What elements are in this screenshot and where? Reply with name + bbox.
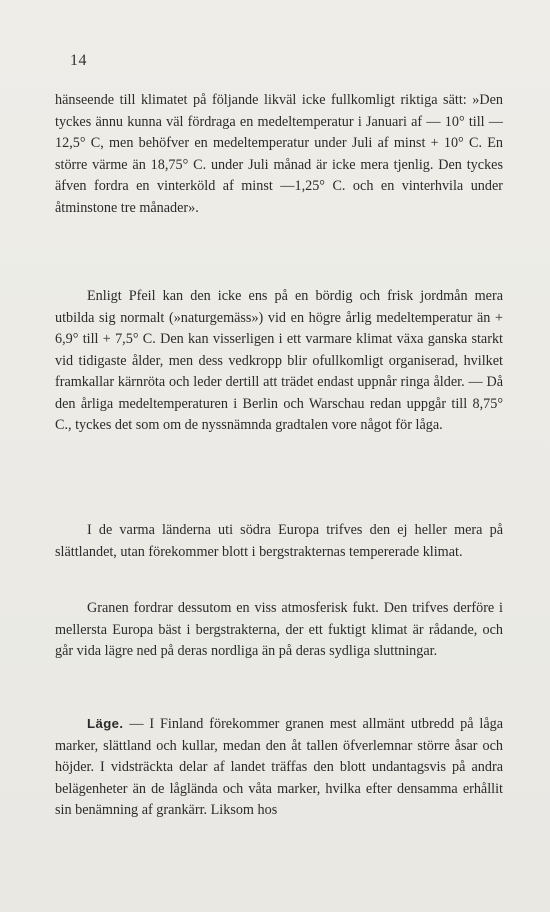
- paragraph-text: Granen fordrar dessutom en viss atmosferisk fukt. Den trifves derföre i mellersta Europa bäst i bergstrakterna, der ett fuktigt klimat är rådande, och går vida lägre ned på deras nordliga än på deras sydliga sluttningar.: [55, 600, 503, 660]
- paragraph-southern-europe: [55, 520, 503, 563]
- paragraph-pfeil: [55, 286, 503, 437]
- paragraph-climate-quote: [55, 90, 503, 219]
- page-number: 14: [70, 52, 87, 69]
- paragraph-humidity: [55, 598, 503, 663]
- paragraph-text: I de varma länderna uti södra Europa trifves den ej heller mera på slättlandet, utan förekommer blott i bergstrakternas tempererade klimat.: [55, 522, 503, 560]
- paragraph-text: hänseende till klimatet på följande likväl icke fullkomligt riktiga sätt: »Den tyckes ännu kunna väl fördraga en medeltemperatur i Januari af — 10° till —12,5° C, men behöfver en medeltemperatur under Juli af minst + 10° C. En större värme än 18,75° C. under Juli månad är icke mera tjenlig. Den tyckes äfven fordra en vinterköld af minst —1,25° C. och en vinterhvila under åtminstone tre månader».: [55, 92, 503, 216]
- paragraph-location: [55, 713, 503, 822]
- paragraph-text: — I Finland förekommer granen mest allmänt utbredd på låga marker, slättland och kullar, medan den åt tallen öfverlemnar större åsar och höjder. I vidsträckta delar af landet träffas den blott undantagsvis på andra belägenheter än de låglända och våta marker, hvilka efter densamma erhållit sin benämning af grankärr. Liksom hos: [55, 716, 504, 819]
- section-heading: Läge.: [87, 716, 124, 731]
- paragraph-text: Enligt Pfeil kan den icke ens på en bördig och frisk jordmån mera utbilda sig normalt (»naturgemäss») vid en högre årlig medeltemperatur än + 6,9° till + 7,5° C. Den kan visserligen i ett varmare klimat växa ganska starkt vid tidigaste ålder, men dess vedkropp blir ofullkomligt organiserad, hvilket framkallar kärnröta och leder dertill att trädet endast uppnår ringa ålder. — Då den årliga medeltemperaturen i Berlin och Warschau redan uppgår till 8,75° C., tyckes det som om de nyssnämnda gradtalen vore något för låga.: [55, 288, 503, 434]
